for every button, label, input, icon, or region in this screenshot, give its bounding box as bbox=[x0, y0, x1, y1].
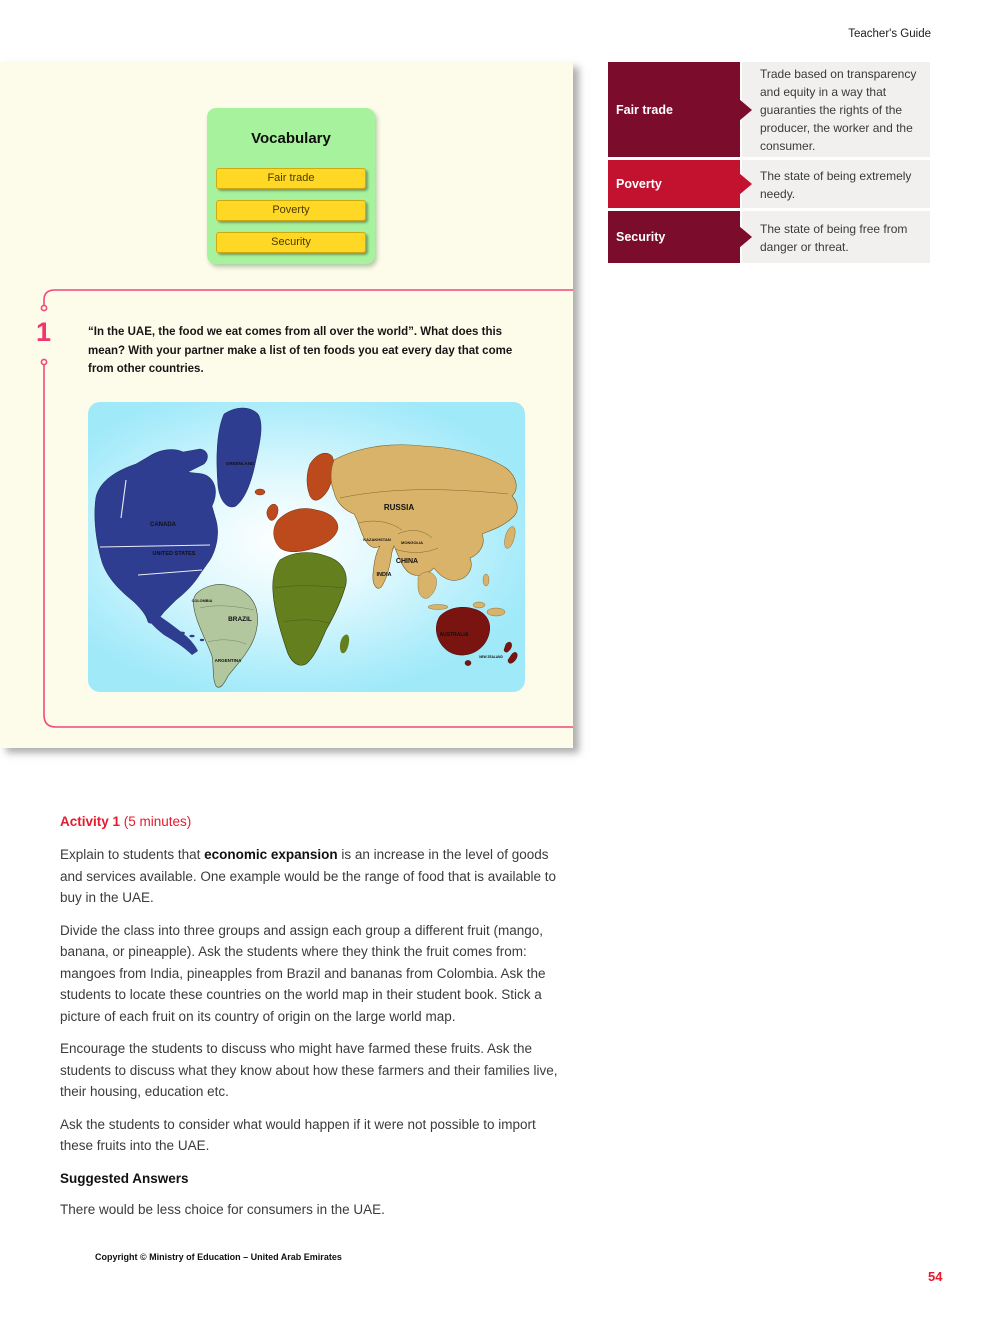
map-label-mongolia: MONGOLIA bbox=[401, 540, 423, 545]
definition-term bbox=[608, 160, 740, 208]
definition-term-label: Security bbox=[616, 230, 666, 244]
activity-paragraph-1: Explain to students that economic expansion is an increase in the level of goods and services available. One example would be the range of food that is available to buy in the UAE. bbox=[60, 847, 557, 905]
vocab-button-fair-trade[interactable]: Fair trade bbox=[216, 168, 366, 189]
central-america-shape bbox=[144, 608, 198, 655]
africa-shape bbox=[273, 553, 347, 666]
copyright-footer: Copyright © Ministry of Education – United Arab Emirates bbox=[95, 1252, 342, 1262]
asia-shape bbox=[331, 445, 517, 589]
definition-term-label: Poverty bbox=[616, 177, 662, 191]
arrow-right-icon bbox=[739, 226, 752, 248]
definition-text-value: The state of being free from danger or threat. bbox=[760, 221, 908, 254]
definition-term bbox=[608, 62, 740, 157]
definition-text bbox=[742, 160, 930, 208]
map-label-china: CHINA bbox=[395, 558, 419, 565]
suggested-answer-text: There would be less choice for consumers in the UAE. bbox=[60, 1202, 385, 1217]
activity-heading bbox=[60, 812, 572, 832]
map-label-colombia: COLOMBIA bbox=[191, 599, 213, 603]
page-header-title: Teacher's Guide bbox=[848, 28, 931, 40]
vocab-button-poverty[interactable]: Poverty bbox=[216, 200, 366, 221]
arrow-right-icon bbox=[739, 99, 752, 121]
definition-text-value: The state of being extremely needy. bbox=[760, 168, 912, 201]
definition-term-label: Fair trade bbox=[616, 102, 673, 117]
map-label-new-zealand: NEW ZEALAND bbox=[479, 655, 503, 659]
student-book-panel bbox=[0, 62, 573, 748]
definition-text bbox=[742, 62, 930, 157]
definition-text-value: Trade based on transparency and equity in a way that guaranties the rights of the producer, the worker and the consumer. bbox=[760, 67, 917, 153]
map-label-canada: CANADA bbox=[150, 522, 176, 528]
economic-expansion-term: economic expansion bbox=[204, 847, 338, 862]
definition-row-security bbox=[608, 211, 930, 263]
greenland-shape bbox=[217, 408, 261, 507]
madagascar-shape bbox=[340, 635, 349, 654]
suggested-answers-heading: Suggested Answers bbox=[60, 1170, 189, 1186]
map-label-united-states: UNITED STATES bbox=[152, 551, 196, 557]
question-text: “In the UAE, the food we eat comes from all over the world”. What does this mean? With your partner make a list of ten foods you eat every day that come from other countries. bbox=[88, 326, 513, 375]
activity-paragraph-3: Encourage the students to discuss who might have farmed these fruits. Ask the students to discuss what they know about how these farmers and their families live, their housing, education etc. bbox=[60, 1041, 558, 1099]
definition-text bbox=[742, 211, 930, 263]
activity-notes-section bbox=[60, 812, 572, 1232]
map-label-australia: AUSTRALIA bbox=[439, 632, 469, 638]
activity-heading-duration: (5 minutes) bbox=[120, 814, 192, 829]
map-label-russia: RUSSIA bbox=[383, 503, 415, 512]
map-label-argentina: ARGENTINA bbox=[214, 658, 242, 663]
europe-shape bbox=[255, 453, 338, 552]
map-label-brazil: BRAZIL bbox=[228, 616, 252, 623]
map-label-kazakhstan: KAZAKHSTAN bbox=[363, 537, 391, 542]
definition-term bbox=[608, 211, 740, 263]
vocabulary-title: Vocabulary bbox=[251, 130, 331, 147]
activity-paragraph-4: Ask the students to consider what would happen if it were not possible to import these fruits into the UAE. bbox=[60, 1116, 536, 1153]
definition-row-fair-trade bbox=[608, 62, 930, 157]
page-number: 54 bbox=[928, 1269, 943, 1284]
question-number: 1 bbox=[36, 317, 52, 347]
map-label-greenland: GREENLAND bbox=[225, 461, 255, 466]
activity-heading-title: Activity 1 bbox=[60, 814, 121, 829]
definition-row-poverty bbox=[608, 160, 930, 208]
world-map bbox=[88, 402, 525, 692]
vocabulary-box bbox=[207, 108, 375, 264]
map-label-india: INDIA bbox=[376, 572, 392, 578]
definitions-table bbox=[608, 62, 930, 266]
activity-paragraph-2: Divide the class into three groups and assign each group a different fruit (mango, banana, or pineapple). Ask the students where they think the fruit comes from: mangoes from India, pineapples from Brazil and bananas from Colombia. Ask the students to locate these countries on the world map in their student book. Stick a picture of each fruit on its country of origin on the large world map. bbox=[60, 922, 546, 1024]
vocab-button-security[interactable]: Security bbox=[216, 232, 366, 253]
arrow-right-icon bbox=[739, 173, 752, 195]
